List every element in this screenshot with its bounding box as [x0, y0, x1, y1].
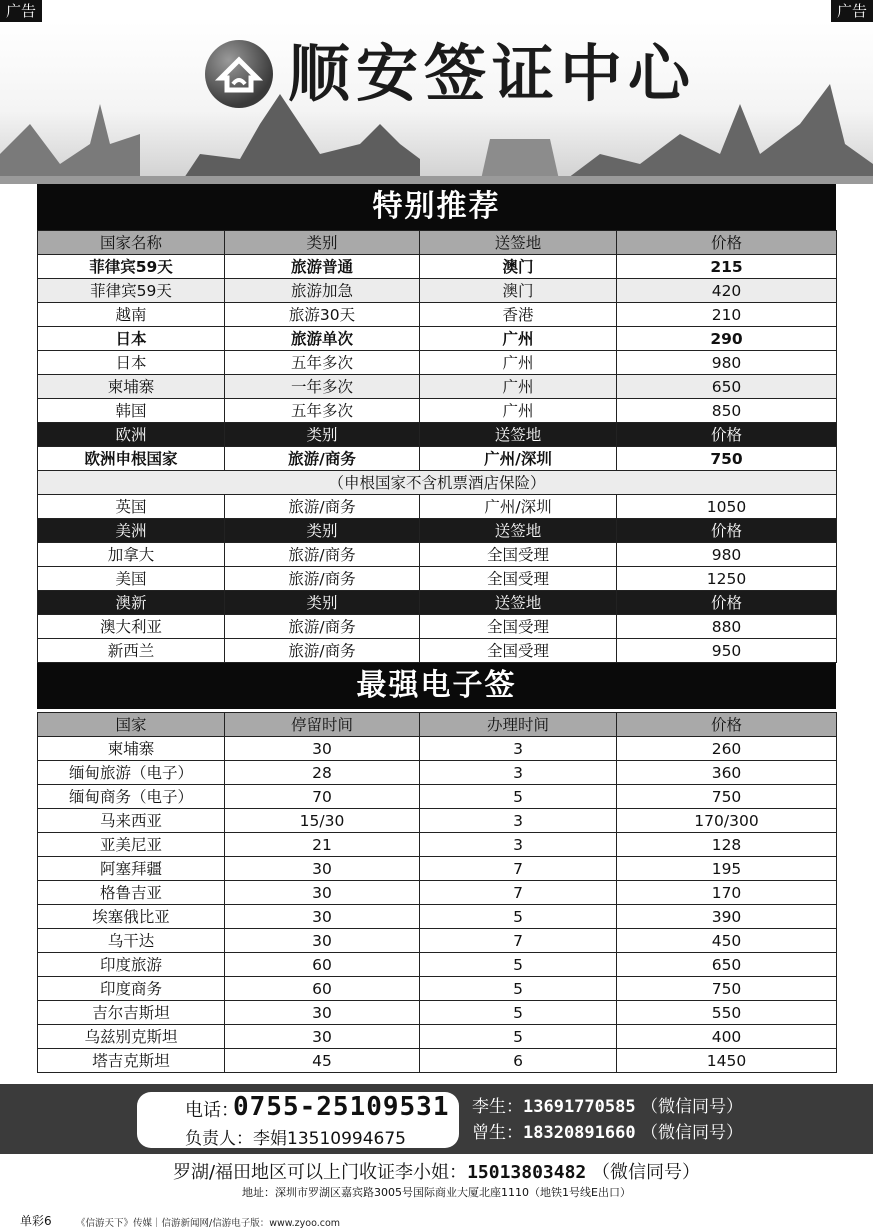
- table-cell: 欧洲: [38, 423, 225, 447]
- table-cell: 30: [225, 1001, 420, 1025]
- table-cell: 埃塞俄比亚: [38, 905, 225, 929]
- table-row: [38, 303, 837, 327]
- phone-label: 电话：: [185, 1100, 239, 1121]
- table-row: [38, 639, 837, 663]
- table-cell: 马来西亚: [38, 809, 225, 833]
- table-row: [38, 543, 837, 567]
- table-row: [38, 857, 837, 881]
- table-row: [38, 905, 837, 929]
- contact-value: 李娟13510994675: [253, 1129, 406, 1149]
- table-cell: 旅游/商务: [225, 495, 420, 519]
- table-cell: 650: [617, 953, 837, 977]
- table-cell: 全国受理: [420, 543, 617, 567]
- brand-title: 顺安签证中心: [288, 37, 697, 110]
- table-cell: 广州: [420, 399, 617, 423]
- table-cell: 28: [225, 761, 420, 785]
- table-cell: 6: [420, 1049, 617, 1073]
- table-cell: 办理时间: [420, 713, 617, 737]
- table-cell: 5: [420, 1001, 617, 1025]
- table-cell: 菲律宾59天: [38, 279, 225, 303]
- table-cell: 880: [617, 615, 837, 639]
- table-cell: 7: [420, 857, 617, 881]
- table-cell: 缅甸旅游（电子）: [38, 761, 225, 785]
- table-cell: 21: [225, 833, 420, 857]
- table-cell: 旅游/商务: [225, 615, 420, 639]
- table-cell: 国家名称: [38, 231, 225, 255]
- table-cell: 5: [420, 977, 617, 1001]
- table-cell: 5: [420, 905, 617, 929]
- table-cell: 70: [225, 785, 420, 809]
- table-cell: 7: [420, 929, 617, 953]
- table-row: [38, 279, 837, 303]
- table-cell: 30: [225, 857, 420, 881]
- table-row: [38, 471, 837, 495]
- table-cell: 750: [617, 977, 837, 1001]
- schengen-note: （申根国家不含机票酒店保险）: [38, 471, 837, 495]
- table-row: [38, 785, 837, 809]
- main-phone: 0755-25109531: [233, 1092, 450, 1122]
- table-cell: 亚美尼亚: [38, 833, 225, 857]
- evisa-section-title: 最强电子签: [37, 663, 836, 709]
- table-cell: 美洲: [38, 519, 225, 543]
- table-cell: 全国受理: [420, 567, 617, 591]
- table-row: [38, 375, 837, 399]
- table-cell: 450: [617, 929, 837, 953]
- table-cell: 格鲁吉亚: [38, 881, 225, 905]
- pickup-line: [0, 1158, 873, 1184]
- table-cell: 价格: [617, 231, 837, 255]
- table-cell: 170/300: [617, 809, 837, 833]
- table-cell: 195: [617, 857, 837, 881]
- table-cell: 五年多次: [225, 399, 420, 423]
- table-row: [38, 1025, 837, 1049]
- table-cell: 30: [225, 905, 420, 929]
- ad-label-left: 广告: [0, 0, 42, 22]
- table-cell: 类别: [225, 591, 420, 615]
- li-phone: 13691770585: [523, 1097, 636, 1117]
- table-cell: 60: [225, 977, 420, 1001]
- recommend-section-title: 特别推荐: [37, 184, 836, 230]
- table-cell: 广州: [420, 327, 617, 351]
- table-cell: 旅游普通: [225, 255, 420, 279]
- table-cell: 英国: [38, 495, 225, 519]
- table-row: [38, 351, 837, 375]
- table-row: [38, 737, 837, 761]
- contact-label: 负责人：: [185, 1129, 253, 1149]
- zeng-phone: 18320891660: [523, 1123, 636, 1143]
- page-number: 单彩6: [20, 1214, 52, 1228]
- table-cell: 5: [420, 1025, 617, 1049]
- zeng-wechat: （微信同号）: [641, 1123, 743, 1143]
- table-cell: 类别: [225, 231, 420, 255]
- contact-li: [472, 1094, 743, 1120]
- table-row: [38, 591, 837, 615]
- table-cell: 送签地: [420, 231, 617, 255]
- evisa-table: [37, 712, 837, 1073]
- table-cell: 广州: [420, 375, 617, 399]
- table-row: [38, 255, 837, 279]
- table-cell: 加拿大: [38, 543, 225, 567]
- table-cell: 全国受理: [420, 639, 617, 663]
- table-cell: 3: [420, 809, 617, 833]
- li-wechat: （微信同号）: [641, 1097, 743, 1117]
- table-cell: 柬埔寨: [38, 737, 225, 761]
- table-cell: 5: [420, 785, 617, 809]
- table-cell: 日本: [38, 351, 225, 375]
- table-row: [38, 519, 837, 543]
- table-cell: 45: [225, 1049, 420, 1073]
- contact-person: [185, 1124, 406, 1149]
- table-cell: 一年多次: [225, 375, 420, 399]
- table-row: [38, 231, 837, 255]
- table-cell: 阿塞拜疆: [38, 857, 225, 881]
- table-cell: 韩国: [38, 399, 225, 423]
- table-cell: 广州/深圳: [420, 447, 617, 471]
- table-cell: 送签地: [420, 519, 617, 543]
- table-row: [38, 809, 837, 833]
- pickup-text: 罗湖/福田地区可以上门收证李小姐：: [172, 1162, 468, 1183]
- table-cell: 30: [225, 881, 420, 905]
- table-cell: 乌兹别克斯坦: [38, 1025, 225, 1049]
- table-cell: 类别: [225, 519, 420, 543]
- table-row: [38, 399, 837, 423]
- table-cell: 215: [617, 255, 837, 279]
- table-row: [38, 881, 837, 905]
- table-cell: 390: [617, 905, 837, 929]
- table-cell: 360: [617, 761, 837, 785]
- recommend-table: [37, 230, 837, 663]
- table-cell: 3: [420, 833, 617, 857]
- table-cell: 香港: [420, 303, 617, 327]
- pickup-wechat: （微信同号）: [592, 1162, 701, 1183]
- table-cell: 260: [617, 737, 837, 761]
- table-cell: 210: [617, 303, 837, 327]
- table-cell: 吉尔吉斯坦: [38, 1001, 225, 1025]
- table-cell: 旅游/商务: [225, 543, 420, 567]
- table-cell: 5: [420, 953, 617, 977]
- table-cell: 550: [617, 1001, 837, 1025]
- table-cell: 价格: [617, 713, 837, 737]
- table-cell: 价格: [617, 519, 837, 543]
- pickup-phone: 15013803482: [467, 1162, 587, 1183]
- table-row: [38, 327, 837, 351]
- table-row: [38, 615, 837, 639]
- table-cell: 850: [617, 399, 837, 423]
- table-cell: 30: [225, 1025, 420, 1049]
- table-row: [38, 977, 837, 1001]
- table-row: [38, 1001, 837, 1025]
- table-cell: 400: [617, 1025, 837, 1049]
- table-cell: 30: [225, 737, 420, 761]
- table-cell: 420: [617, 279, 837, 303]
- landmark-skyline-icon: [0, 84, 873, 184]
- table-cell: 送签地: [420, 591, 617, 615]
- table-cell: 印度商务: [38, 977, 225, 1001]
- contact-zeng: [472, 1120, 743, 1146]
- table-cell: 1450: [617, 1049, 837, 1073]
- table-cell: 3: [420, 761, 617, 785]
- table-row: [38, 833, 837, 857]
- table-cell: 柬埔寨: [38, 375, 225, 399]
- phone-card: [137, 1092, 459, 1148]
- table-cell: 五年多次: [225, 351, 420, 375]
- table-cell: 750: [617, 785, 837, 809]
- hero-banner: [0, 22, 873, 184]
- table-cell: 旅游单次: [225, 327, 420, 351]
- table-cell: 澳大利亚: [38, 615, 225, 639]
- table-cell: 价格: [617, 591, 837, 615]
- table-cell: 停留时间: [225, 713, 420, 737]
- table-row: [38, 567, 837, 591]
- table-cell: 750: [617, 447, 837, 471]
- table-cell: 全国受理: [420, 615, 617, 639]
- table-cell: 60: [225, 953, 420, 977]
- publisher-credit: 《信游天下》传媒｜信游新闻网/信游电子版：www.zyoo.com: [76, 1218, 341, 1229]
- table-row: [38, 423, 837, 447]
- zeng-label: 曾生：: [472, 1123, 523, 1143]
- table-row: [38, 1049, 837, 1073]
- table-cell: 170: [617, 881, 837, 905]
- table-cell: 650: [617, 375, 837, 399]
- table-cell: 塔吉克斯坦: [38, 1049, 225, 1073]
- table-row: [38, 713, 837, 737]
- table-cell: 越南: [38, 303, 225, 327]
- address-line: 地址：深圳市罗湖区嘉宾路3005号国际商业大厦北座1110（地铁1号线E出口）: [242, 1186, 631, 1199]
- table-row: [38, 761, 837, 785]
- li-label: 李生：: [472, 1097, 523, 1117]
- table-cell: 旅游/商务: [225, 567, 420, 591]
- table-cell: 澳新: [38, 591, 225, 615]
- table-row: [38, 929, 837, 953]
- table-cell: 国家: [38, 713, 225, 737]
- table-cell: 日本: [38, 327, 225, 351]
- table-row: [38, 495, 837, 519]
- table-cell: 缅甸商务（电子）: [38, 785, 225, 809]
- table-cell: 1250: [617, 567, 837, 591]
- table-cell: 980: [617, 543, 837, 567]
- table-cell: 澳门: [420, 255, 617, 279]
- table-cell: 旅游30天: [225, 303, 420, 327]
- table-cell: 印度旅游: [38, 953, 225, 977]
- table-cell: 旅游/商务: [225, 639, 420, 663]
- table-cell: 乌干达: [38, 929, 225, 953]
- table-cell: 新西兰: [38, 639, 225, 663]
- table-cell: 290: [617, 327, 837, 351]
- table-cell: 128: [617, 833, 837, 857]
- table-cell: 30: [225, 929, 420, 953]
- table-cell: 广州: [420, 351, 617, 375]
- table-cell: 旅游加急: [225, 279, 420, 303]
- table-cell: 950: [617, 639, 837, 663]
- table-cell: 澳门: [420, 279, 617, 303]
- table-cell: 旅游/商务: [225, 447, 420, 471]
- table-cell: 广州/深圳: [420, 495, 617, 519]
- table-row: [38, 953, 837, 977]
- table-cell: 菲律宾59天: [38, 255, 225, 279]
- table-row: [38, 447, 837, 471]
- table-cell: 欧洲申根国家: [38, 447, 225, 471]
- ad-label-right: 广告: [831, 0, 873, 22]
- table-cell: 1050: [617, 495, 837, 519]
- table-cell: 3: [420, 737, 617, 761]
- table-cell: 美国: [38, 567, 225, 591]
- table-cell: 7: [420, 881, 617, 905]
- table-cell: 价格: [617, 423, 837, 447]
- table-cell: 类别: [225, 423, 420, 447]
- table-cell: 送签地: [420, 423, 617, 447]
- table-cell: 15/30: [225, 809, 420, 833]
- table-cell: 980: [617, 351, 837, 375]
- side-contacts: [472, 1094, 743, 1146]
